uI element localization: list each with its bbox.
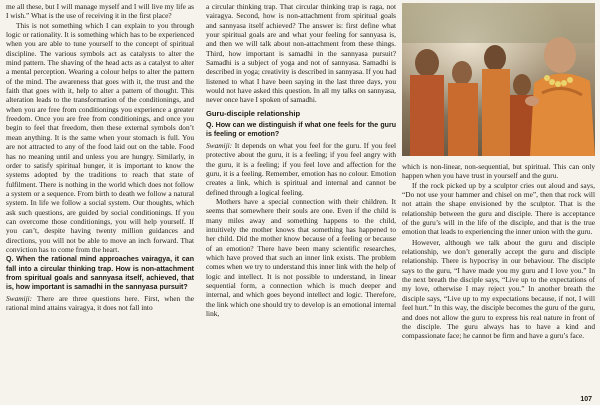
paragraph: Mothers have a special connection with their children. It seems that somewhere their souls are one. Even if the child is many miles away and something happens to the child, intuitively the mother knows that something has happened to her child. Did the mother know because of a feeling or because of an emotion? There have been many scientific researches, which have proved that such an inner link exists. The problem comes when we try to understand this inner link with the help of logic and intellect. It is not possible to understand, in linear sequential form, a connection which is much deeper and internal, and which goes beyond intellect and logic. Therefore, the link which one should try to develop is an emotional internal link, — [206, 196, 396, 318]
paragraph: However, although we talk about the guru and disciple relationship, we don’t generally accept the guru and disciple relationship. There is hypocrisy in our behaviour. The disciple says to the guru, “I have made you my guru and I love you.” In the next breath the disciple says, “Live up to the expectations of my love, otherwise I may reject you.” In another breath the disciple says, “Live up to my expectations because, if not, I will feel hurt.” In this way, the disciple becomes the guru of the guru, and does not allow the guru to express his real nature in front of the disciple. The guru always has to have a kind and compassionate face; he cannot be firm and have a guru’s face. — [402, 237, 595, 341]
answer-speaker: Swamiji: — [6, 293, 33, 303]
text-column-left — [6, 2, 194, 312]
question: Q. When the rational mind approaches vairagya, it can fall into a circular thinking trap. How is non-attachment from spiritual goals and sannyasa itself, achieved, that is, how important is samadhi in the sannyasa pursuit? — [6, 256, 194, 292]
answer-text: It depends on what you feel for the guru. If you feel protective about the guru, it is a feeling; if you feel angry with the guru, it is a feeling; if you feel love and affection for the guru, it is a feeling. Remember, emotion has no colour. Emotion creates a link, which is spiritual and internal and cannot be defined through a logical feeling. — [206, 140, 396, 197]
answer-speaker: Swamiji: — [206, 140, 233, 150]
question: Q. How can we distinguish if what one feels for the guru is feeling or emotion? — [206, 122, 396, 139]
paragraph: If the rock picked up by a sculptor cries out aloud and says, “Do not use your hammer and chisel on me”, then that rock will not attain the shape envisioned by the sculptor. That is the relationship between the guru and disciple. There is acceptance of the guru’s will in the life of the disciple, and that is the true emotion that leads to experiencing the inner union with the guru. — [402, 180, 595, 237]
page-number: 107 — [580, 396, 592, 403]
paragraph: me all these, but I will manage myself and I will live my life as I wish.” What is the use of receiving it in the first place? — [6, 2, 194, 21]
paragraph: This is not something which I can explain to you through logic or rationality. It is something which has to be experienced when you are able to tune yourself to the concept of spiritual discipline. The various symbols act as catalysts to alter the mind pattern. The shaving of the head acts as a catalyst to alter a mental perception. Wearing a colour helps to alter the pattern of the mind. The awareness that goes with it, the trust and the faith that goes with it, help to alter a pattern of thought. This alteration leads to the transformation of the conditionings, and when you are free from conditionings you experience a greater freedom. Once you are free from conditionings, and once you begin to feel that freedom, then these external symbols don’t mean anything. It is the same when your stomach is full. You are not attracted to any of the food laid out on the table. Food has no meaning until and unless you are hungry. Similarly, in order to satisfy spiritual hunger, it is important to know the systems adopted by the traditions to reach that state of fulfilment. There is nothing in the world which does not follow a system or a sequence. From birth to death we follow a natural system. In life we follow a social system. Our thoughts, which ask such questions, are guided by social conditionings. If you can overcome those conditionings, you will help yourself. If you can’t, despite having twenty million guidances and directions, you will not be able to move an inch forward. That conviction has to come from the heart. — [6, 20, 194, 254]
answer-text: There are three questions here. First, when the rational mind attains vairagya, it does not fall into — [6, 293, 194, 312]
answer — [6, 294, 194, 313]
answer — [206, 141, 396, 197]
photo-guru-with-crowd — [402, 3, 595, 156]
text-column-middle — [206, 2, 396, 318]
photo-image — [402, 3, 595, 156]
paragraph: a circular thinking trap. That circular thinking trap is raga, not vairagya. Second, how is non-attachment from spiritual goals and sannyasa itself achieved? The answer is: first define what your spiritual goals are and what your feeling for sannyasa is, and then we will talk about non-attachment from these things. Third, how important is samadhi in the sannyasa pursuit? Samadhi is a subject of yoga and not of sannyasa. Samadhi is described in yoga; creativity is described in sannyasa. If you had listened to what I have been saying in the last three days, you would not have asked this question. In all my talks on sannyasa, never once have I spoken of samadhi. — [206, 2, 396, 105]
paragraph: which is non-linear, non-sequential, but spiritual. This can only happen when you have trust in yourself and the guru. — [402, 162, 595, 181]
section-heading: Guru-disciple relationship — [206, 108, 301, 118]
text-column-right — [402, 162, 595, 341]
